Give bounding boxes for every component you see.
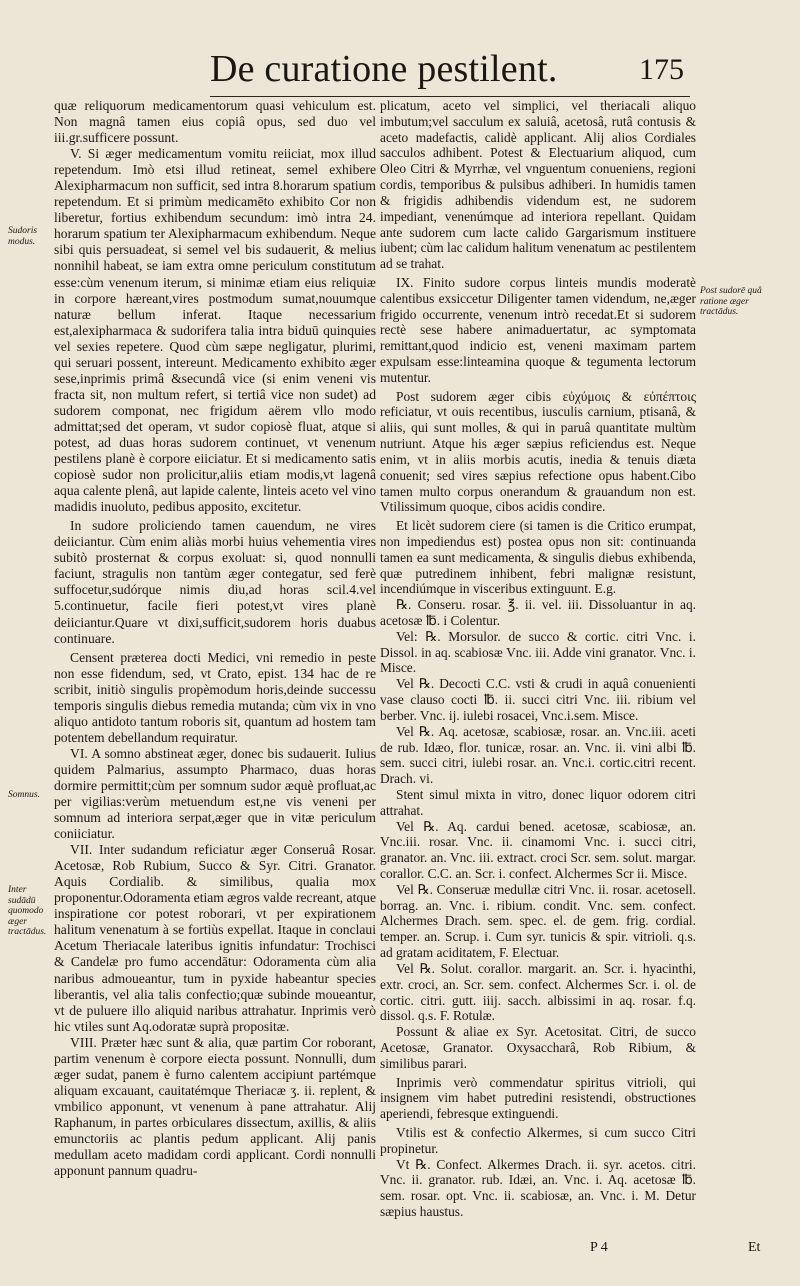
right-text-column	[380, 98, 696, 1220]
paragraph: plicatum, aceto vel simplici, vel theriacali aliquo imbutum;vel sacculum ex saluiâ, acetosâ, rutâ contusis & aceto madefactis, calidè applicant. Alij alios Cordiales sacculos adhibent. Potest & Electuarium aliquod, cum Oleo Citri & Myrrhæ, vel vnguentum conueniens, regioni cordis, temporibus & pulsibus adhiberi. In humidis tamen & frigidis adhibendis videndum est, ne sudorem impediant, venenúmque ad interiora repellant. Quidam ante sudorem cum lacte calido Gargarismum instituere iubent; cùm lac calidum halitum venenatum ac pestilentem ad se trahat.	[380, 98, 696, 272]
signature-mark: P 4	[590, 1240, 608, 1255]
paragraph: Et licèt sudorem ciere (si tamen is die Critico erumpat, non impediendus est) postea opus non sit: continuanda tamen ea sunt medicamenta, & singulis diebus exhibenda, quæ putredinem inhibent, febri malignæ resistunt, incendiúmque in visceribus extinguunt. E.g.	[380, 518, 696, 597]
running-header	[210, 44, 690, 97]
running-title: De curatione pestilent.	[210, 48, 558, 90]
recipe: Vel: ℞. Morsulor. de succo & cortic. citri Vnc. i. Dissol. in aq. scabiosæ Vnc. iii. Adde vini granator. Vnc. i. Misce.	[380, 628, 696, 676]
paragraph: Vtilis est & confectio Alkermes, si cum succo Citri propinetur.	[380, 1125, 696, 1156]
paragraph: VIII. Præter hæc sunt & alia, quæ partim Cor roborant, partim venenum è corpore eiecta possunt. Nonnulli, dum æger sudat, panem è furno calentem accipiunt partémque aliquam excauant, cauitatémque Theriacæ ʒ. ii. replent, & vmbilico apponunt, vt venenum à pane attrahatur. Alij Raphanum, in partes orbiculares dissectum, axillis, & aliis emunctoriis ac plantis pedum applicant. Alij panis medullam aceto madidam cordi applicant. Cordi nonnulli apponunt pannum quadru-	[54, 1034, 376, 1179]
paragraph: In sudore proliciendo tamen cauendum, ne vires deiiciantur. Cùm enim aliàs morbi huius vehementia vires subitò prosternat & corpus exoluat: si, quod nonnulli faciunt, stragulis non tantùm æger contegatur, sed ferè suffocetur,sudórque nimis diu,ad horas scil.4.vel 5.continuetur, facile fieri potest,vt vires planè deiiciantur.Quare vt dixi,sufficit,sudorem horis duabus continuare.	[54, 518, 376, 646]
margin-note: Post sudorē quâ ratione æger tractādus.	[700, 286, 762, 317]
recipe: ℞. Conseru. rosar. ℥. ii. vel. iii. Dissoluantur in aq. acetosæ ℔. i Colentur.	[380, 597, 696, 628]
paragraph: VI. A somno abstineat æger, donec bis sudauerit. Iulius quidem Palmarius, assumpto Pharmaco, duas horas dormire permittit;cùm per somnum sudor æquè profluat,ac per vigilias:verùm metuendum est,ne vis veneni per somnum ad interiora serpat,æger que in vitæ periculum coniiciatur.	[54, 745, 376, 842]
recipe: Vel ℞. Aq. acetosæ, scabiosæ, rosar. an. Vnc.iii. aceti de rub. Idæo, flor. tunicæ, rosar. an. Vnc. ii. vini albi ℔. sem. succi citri, iulebi rosar. an. Vnc.i. cortic.citri recent. Drach. vi.	[380, 723, 696, 787]
catchword: Et	[748, 1240, 761, 1255]
margin-note: Somnus.	[8, 790, 40, 800]
recipe: Vel ℞. Decocti C.C. vsti & crudi in aquâ conuenienti vase clauso cocti ℔. ii. succi citri Vnc. iii. ribium vel berber. Vnc. ij. iulebi rosacei, Vnc.i.sem. Misce.	[380, 676, 696, 723]
recipe: Vt ℞. Confect. Alkermes Drach. ii. syr. acetos. citri. Vnc. ii. granator. rub. Idæi, an. Vnc. i. Aq. acetosæ ℔. sem. rosar. opt. Vnc. ii. scabiosæ, an. Vnc. i. M. Detur sæpius haustus.	[380, 1156, 696, 1220]
page-footer	[380, 1240, 800, 1264]
recipe: Vel ℞. Conseruæ medullæ citri Vnc. ii. rosar. acetosell. borrag. an. Vnc. i. ribium. condit. Vnc. sem. confect. Alchermes Drach. sem. spec. el. de gem. frig. cordial. temper. an. Scrup. i. Cum syr. tunicis & spir. vitrioli. q.s. ad gratam aciditatem, F. Electuar.	[380, 881, 696, 961]
paragraph: IX. Finito sudore corpus linteis mundis moderatè calentibus exsiccetur Diligenter tamen videndum, ne,æger frigido occurrente, venenum intrò recedat.Et si sudorem rectè sese habere animaduertatur, ac symptomata remittant,quod indicio est, veneni maximam partem expulsam esse:linteamina quoque & tegumenta lectorum mutentur.	[380, 274, 696, 385]
paragraph: VII. Inter sudandum reficiatur æger Conseruâ Rosar. Acetosæ, Rob Rubium, Succo & Syr. Citri. Granator. Aquis Cordialib. & similibus, qualia mox proponentur.Odoramenta etiam ægros valde recreant, atque inspiratione cor potest roborari, vt per expirationem halitum venenatum à se fortiùs expellat. Itaque in conclaui Acetum Theriacale lateribus ignitis infundatur: Trochisci & Candelæ pro fumo accendātur: Odoramenta cùm alia naribus admoueantur, tum in pyxide habeantur species liberantis, vel alia talis confectio;quæ subinde moueantur, vt de puluere illo aliquid naribus attrahatur. Inprimis verò hic vtiles sunt Aq.odoratæ suprà propositæ.	[54, 842, 376, 1034]
recipe: Vel ℞. Aq. cardui bened. acetosæ, scabiosæ, an. Vnc.iii. rosar. Vnc. ii. cinamomi Vnc. i. succi citri, granator. an. Vnc. iii. extract. croci Scr. sem. solut. margar. corallor. C.C. an. Scr. i. confect. Alchermes Scr ii. Misce.	[380, 818, 696, 881]
paragraph: Inprimis verò commendatur spiritus vitrioli, qui insignem vim habet putredini resistendi, obstructiones aperiendi, febresque extinguendi.	[380, 1074, 696, 1122]
left-text-column	[54, 98, 376, 1179]
paragraph: Possunt & aliae ex Syr. Acetositat. Citri, de succo Acetosæ, Granator. Oxysaccharâ, Rob Ribium, & similibus parari.	[380, 1024, 696, 1071]
recipe: Vel ℞. Solut. corallor. margarit. an. Scr. i. hyacinthi, extr. croci, an. Scr. sem. confect. Alchermes Scr. i. ol. de cortic. citri. gutt. iiij. sacch. albissimi in aq. rosar. f.q. dissol. q.s. F. Rotulæ.	[380, 960, 696, 1024]
paragraph: Censent præterea docti Medici, vni remedio in peste non esse fidendum, sed, vt Crato, epist. 134 hac de re scribit, initiò singulis propèmodum horis,deinde successu temporis singulis diebus remedia mutanda; cùm vix in vno aliquo antidoto tantum roboris sit, quantum ad hostem tam potentem debellandum requiratur.	[54, 649, 376, 745]
paragraph: Stent simul mixta in vitro, donec liquor odorem citri attrahat.	[380, 786, 696, 818]
paragraph: Post sudorem æger cibis εὐχύμοις & εὐπέπτοις reficiatur, vt ouis recentibus, iusculis carnium, ptisanâ, & aliis, qui sunt molles, & qui in paruâ quantitate multùm nutriunt. Atque his æger sæpius reficiendus est. Neque enim, vt in aliis morbis acutis, inedia & tenuis diæta conuenit; sed vires sæpius refectione opus habent.Cibo tamen multo corpus onerandum & grauandum non est. Vtilissimum quoque, cibos acidis condire.	[380, 388, 696, 515]
margin-note: Inter sudādū quomodo æger tractādus.	[8, 885, 47, 937]
page-number: 175	[639, 53, 684, 86]
margin-note: Sudoris modus.	[8, 226, 38, 247]
paragraph: quæ reliquorum medicamentorum quasi vehiculum est. Non magnâ tamen eius copiâ opus, sed duo vel iii.gr.sufficere possunt.	[54, 98, 376, 146]
paragraph: V. Si æger medicamentum vomitu reiiciat, mox illud repetendum. Imò etsi illud retineat, semel exhibere Alexipharmacum non sufficit, sed intra 8.horarum spatium repetendum. Et si primùm medicamēto exhibito Cor non liberetur, fortius exhibendum secundum: imò intra 24. horarum spatium ter Alexipharmacum exhibendum. Neque sibi quis persuadeat, si semel vel bis sudauerit, & melius nonnihil habeat, se iam extra omne periculum constitutum esse:cùm venenum iterum, si minimæ etiam eius reliquiæ in corpore hæreant,vires postmodum sumat,nouumque naturæ bellum inferat. Itaque necessarium est,alexipharmaca & sudorifera talia intra biduū quinquies vel sexies repetere. Quod cùm sæpe negligatur, plurimi, qui seruari possent, intereunt. Medicamento exhibito æger sese,inprimis primâ &secundâ vice (si enim veneni vis fracta sit, non multum refert, si tertiâ vice non sudet) ad sudorem componat, nec frigidum aërem vllo modo admittat;sed det operam, vt sudor copiosè fluat, atque si potest, ad duas horas sudorem continuet, vt venenum pestilens planè è corpore eiiciatur. Et si medicamento satis copiosè sudor non prolicitur,aliis etiam modis,vt lagenâ aqua calente plenâ, aut lapide calente, linteis aceto vel vino madidis inuoluto, pedibus apposito, excitetur.	[54, 146, 376, 515]
